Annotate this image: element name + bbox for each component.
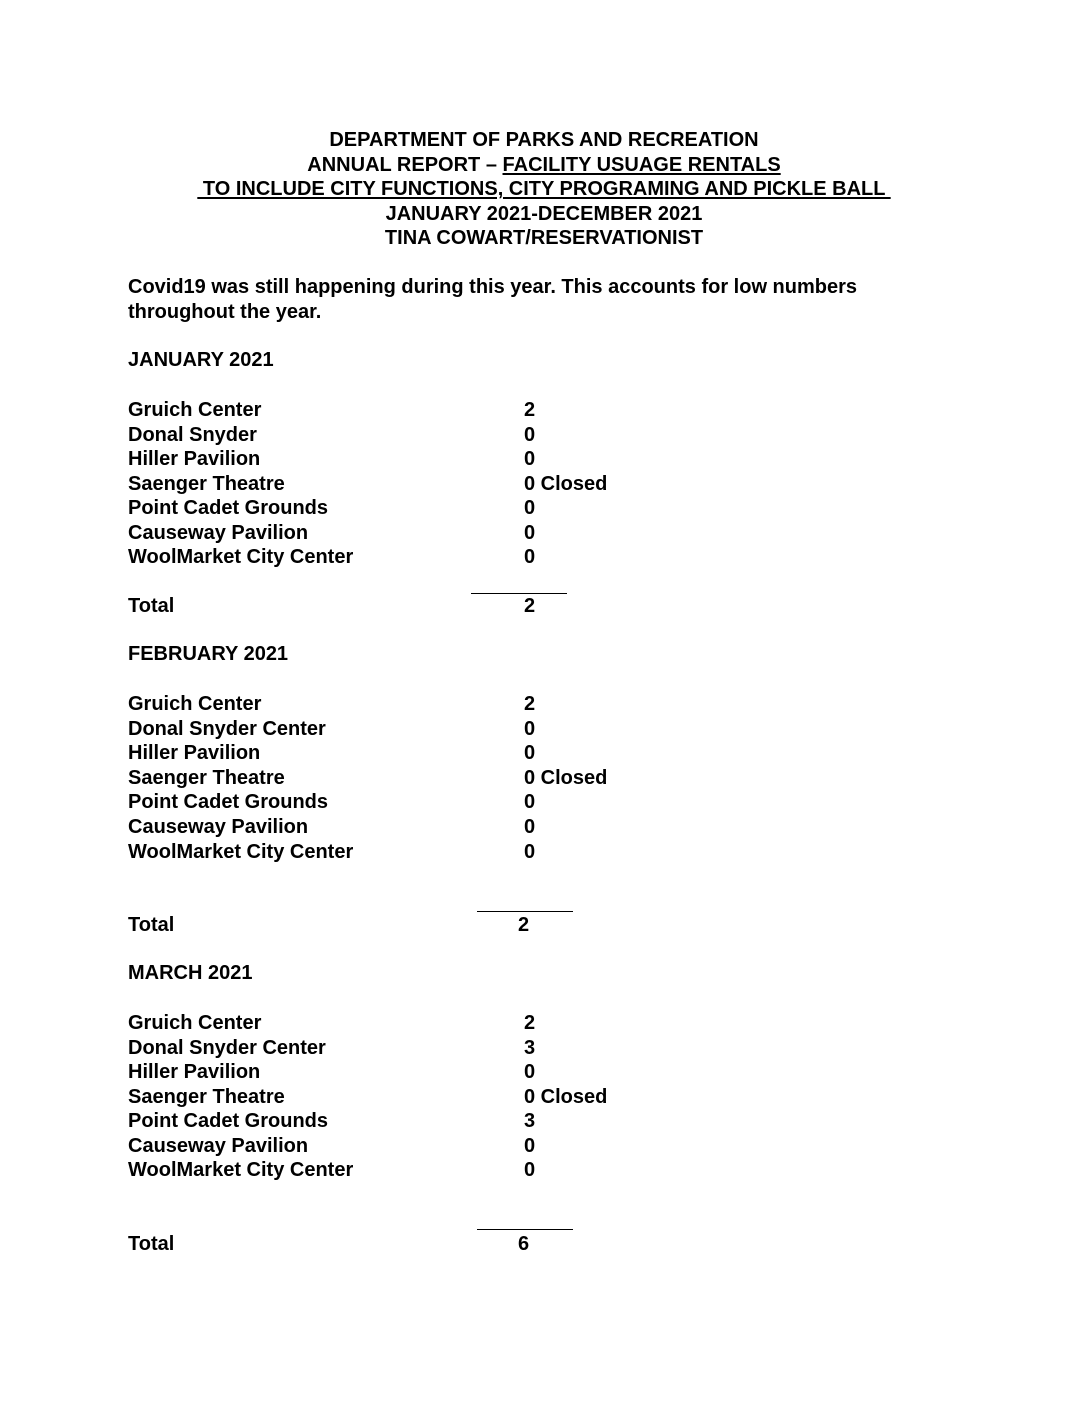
- facility-count: 0: [524, 816, 536, 838]
- facility-row: [128, 1109, 536, 1133]
- facility-name: Causeway Pavilion: [128, 1135, 309, 1157]
- facility-count: 0: [524, 841, 536, 863]
- facility-row: [128, 840, 536, 864]
- facility-name: Point Cadet Grounds: [128, 1110, 328, 1132]
- facility-count: 0: [524, 791, 536, 813]
- facility-count: 0: [524, 546, 536, 568]
- facility-count: 2: [524, 1012, 536, 1034]
- header-annual-report: [0, 153, 1088, 178]
- facility-row: [128, 1134, 536, 1158]
- month-heading: MARCH 2021: [128, 962, 253, 984]
- total-value: 2: [518, 914, 530, 936]
- facility-row: [128, 521, 536, 545]
- facility-count: 3: [524, 1110, 536, 1132]
- facility-row: [128, 717, 536, 741]
- facility-row: [128, 1060, 536, 1084]
- facility-name: Saenger Theatre: [128, 767, 285, 789]
- facility-name: Donal Snyder Center: [128, 1037, 326, 1059]
- facility-count: 2: [524, 399, 536, 421]
- facility-row: [128, 741, 536, 765]
- facility-name: Saenger Theatre: [128, 473, 285, 495]
- total-label: Total: [128, 1233, 175, 1255]
- facility-name: Saenger Theatre: [128, 1086, 285, 1108]
- header-date-range: JANUARY 2021-DECEMBER 2021: [385, 202, 703, 225]
- facility-count: 0: [524, 497, 536, 519]
- facility-count: 0: [524, 448, 536, 470]
- facility-count: 0: [524, 742, 536, 764]
- facility-row: [128, 447, 536, 471]
- facility-row: [128, 790, 536, 814]
- facility-row: [128, 1158, 536, 1182]
- total-divider: [471, 593, 567, 594]
- facility-name: Causeway Pavilion: [128, 816, 309, 838]
- header-annual-report-prefix: ANNUAL REPORT –: [307, 153, 503, 176]
- facility-count: 0 Closed: [524, 473, 608, 495]
- facility-row: [128, 1036, 536, 1060]
- facility-name: Gruich Center: [128, 399, 262, 421]
- facility-row: [128, 545, 536, 569]
- facility-row: [128, 398, 536, 422]
- facility-name: WoolMarket City Center: [128, 546, 354, 568]
- facility-name: Causeway Pavilion: [128, 522, 309, 544]
- facility-count: 0 Closed: [524, 767, 608, 789]
- total-label: Total: [128, 914, 175, 936]
- facility-name: Donal Snyder: [128, 424, 257, 446]
- facility-name: Gruich Center: [128, 1012, 262, 1034]
- facility-count: 3: [524, 1037, 536, 1059]
- facility-row: [128, 766, 608, 790]
- total-row: [128, 913, 530, 937]
- facility-row: [128, 472, 608, 496]
- month-heading: FEBRUARY 2021: [128, 643, 289, 665]
- facility-name: Hiller Pavilion: [128, 448, 261, 470]
- facility-count: 0: [524, 522, 536, 544]
- facility-count: 0: [524, 718, 536, 740]
- facility-row: [128, 1085, 608, 1109]
- header-scope: TO INCLUDE CITY FUNCTIONS, CITY PROGRAMING AND PICKLE BALL: [197, 178, 891, 200]
- facility-name: Point Cadet Grounds: [128, 791, 328, 813]
- total-row: [128, 594, 536, 618]
- facility-count: 0: [524, 1135, 536, 1157]
- facility-name: Hiller Pavilion: [128, 1061, 261, 1083]
- total-divider: [477, 1229, 573, 1230]
- header-annual-report-title: FACILITY USUAGE RENTALS: [502, 153, 781, 176]
- facility-name: Hiller Pavilion: [128, 742, 261, 764]
- facility-row: [128, 815, 536, 839]
- facility-count: 0 Closed: [524, 1086, 608, 1108]
- facility-count: 2: [524, 693, 536, 715]
- facility-name: WoolMarket City Center: [128, 1159, 354, 1181]
- total-value: 2: [524, 595, 536, 617]
- facility-count: 0: [524, 1061, 536, 1083]
- facility-row: [128, 496, 536, 520]
- total-row: [128, 1232, 530, 1256]
- facility-count: 0: [524, 1159, 536, 1181]
- header-author: TINA COWART/RESERVATIONIST: [384, 227, 704, 249]
- facility-name: Donal Snyder Center: [128, 718, 326, 740]
- facility-row: [128, 692, 536, 716]
- facility-row: [128, 423, 536, 447]
- total-value: 6: [518, 1233, 530, 1255]
- facility-name: Gruich Center: [128, 693, 262, 715]
- report-header: [0, 128, 1088, 251]
- facility-name: Point Cadet Grounds: [128, 497, 328, 519]
- facility-row: [128, 1011, 536, 1035]
- header-department: DEPARTMENT OF PARKS AND RECREATION: [329, 129, 759, 151]
- total-divider: [477, 911, 573, 912]
- month-heading: JANUARY 2021: [128, 349, 274, 371]
- intro-paragraph: Covid19 was still happening during this year. This accounts for low numbers throughout the year.: [128, 276, 858, 323]
- facility-count: 0: [524, 424, 536, 446]
- total-label: Total: [128, 595, 175, 617]
- facility-name: WoolMarket City Center: [128, 841, 354, 863]
